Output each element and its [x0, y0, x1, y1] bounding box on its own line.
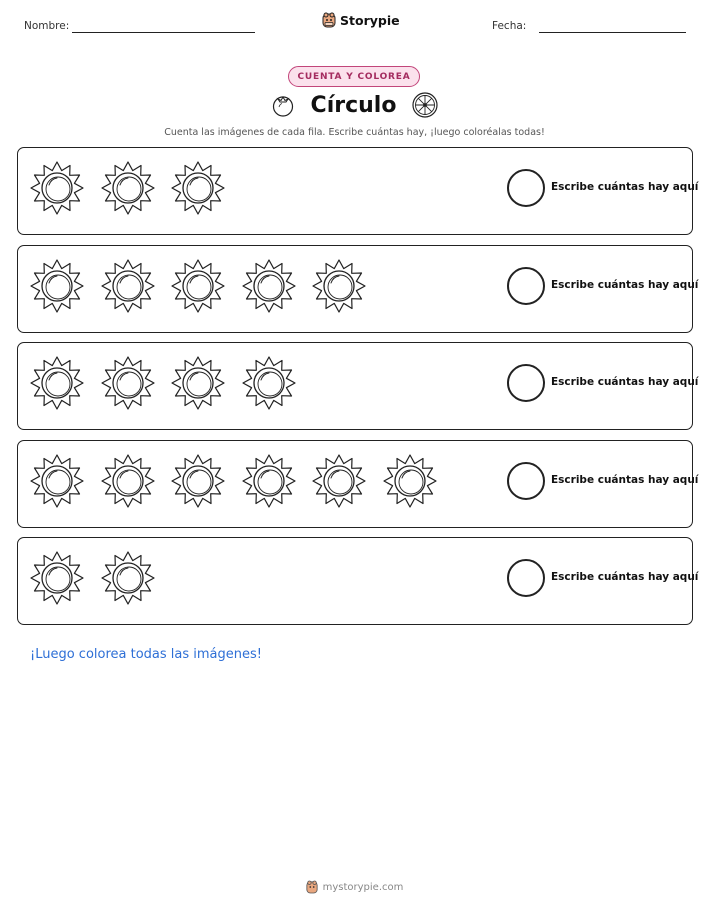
counting-row [17, 147, 699, 235]
sun-group [30, 355, 312, 411]
sun-group [30, 453, 453, 509]
sun-icon [101, 550, 155, 606]
brand-name: Storypie [340, 12, 400, 28]
answer-hint: Escribe cuántas hay aquí [551, 571, 699, 583]
sun-icon [312, 453, 366, 509]
sun-group [30, 160, 242, 216]
answer-hint: Escribe cuántas hay aquí [551, 181, 699, 193]
page-title: Círculo [310, 92, 397, 118]
date-label: Fecha: [492, 20, 527, 32]
counting-row [17, 440, 699, 528]
orange-slice-icon [412, 92, 438, 118]
sun-icon [171, 453, 225, 509]
brand-logo [322, 12, 400, 28]
sun-group [30, 258, 383, 314]
sun-group [30, 550, 171, 606]
answer-hint: Escribe cuántas hay aquí [551, 474, 699, 486]
footer-note: ¡Luego colorea todas las imágenes! [30, 647, 262, 662]
counting-row [17, 342, 699, 430]
answer-circle[interactable] [507, 267, 545, 305]
answer-circle[interactable] [507, 169, 545, 207]
instructions: Cuenta las imágenes de cada fila. Escribe cuántas hay, ¡luego coloréalas todas! [164, 127, 545, 138]
tomato-icon [271, 93, 295, 117]
answer-hint: Escribe cuántas hay aquí [551, 376, 699, 388]
sun-icon [242, 258, 296, 314]
answer-circle[interactable] [507, 462, 545, 500]
sun-icon [101, 453, 155, 509]
sun-icon [30, 355, 84, 411]
title-row [0, 92, 709, 118]
storypie-mascot-icon [322, 12, 336, 28]
site-footer [0, 880, 709, 894]
sun-icon [101, 160, 155, 216]
sun-icon [101, 258, 155, 314]
counting-row [17, 537, 699, 625]
website-url: mystorypie.com [322, 881, 404, 893]
sun-icon [312, 258, 366, 314]
sun-icon [101, 355, 155, 411]
activity-badge: CUENTA Y COLOREA [288, 66, 420, 87]
answer-circle[interactable] [507, 364, 545, 402]
sun-icon [171, 160, 225, 216]
sun-icon [242, 355, 296, 411]
sun-icon [171, 355, 225, 411]
sun-icon [30, 550, 84, 606]
sun-icon [171, 258, 225, 314]
sun-icon [30, 453, 84, 509]
sun-icon [30, 258, 84, 314]
date-line[interactable] [539, 32, 686, 33]
counting-row [17, 245, 699, 333]
sun-icon [383, 453, 437, 509]
sun-icon [30, 160, 84, 216]
answer-circle[interactable] [507, 559, 545, 597]
storypie-mascot-icon [306, 880, 318, 894]
name-label: Nombre: [24, 20, 70, 32]
sun-icon [242, 453, 296, 509]
name-line[interactable] [72, 32, 255, 33]
answer-hint: Escribe cuántas hay aquí [551, 279, 699, 291]
